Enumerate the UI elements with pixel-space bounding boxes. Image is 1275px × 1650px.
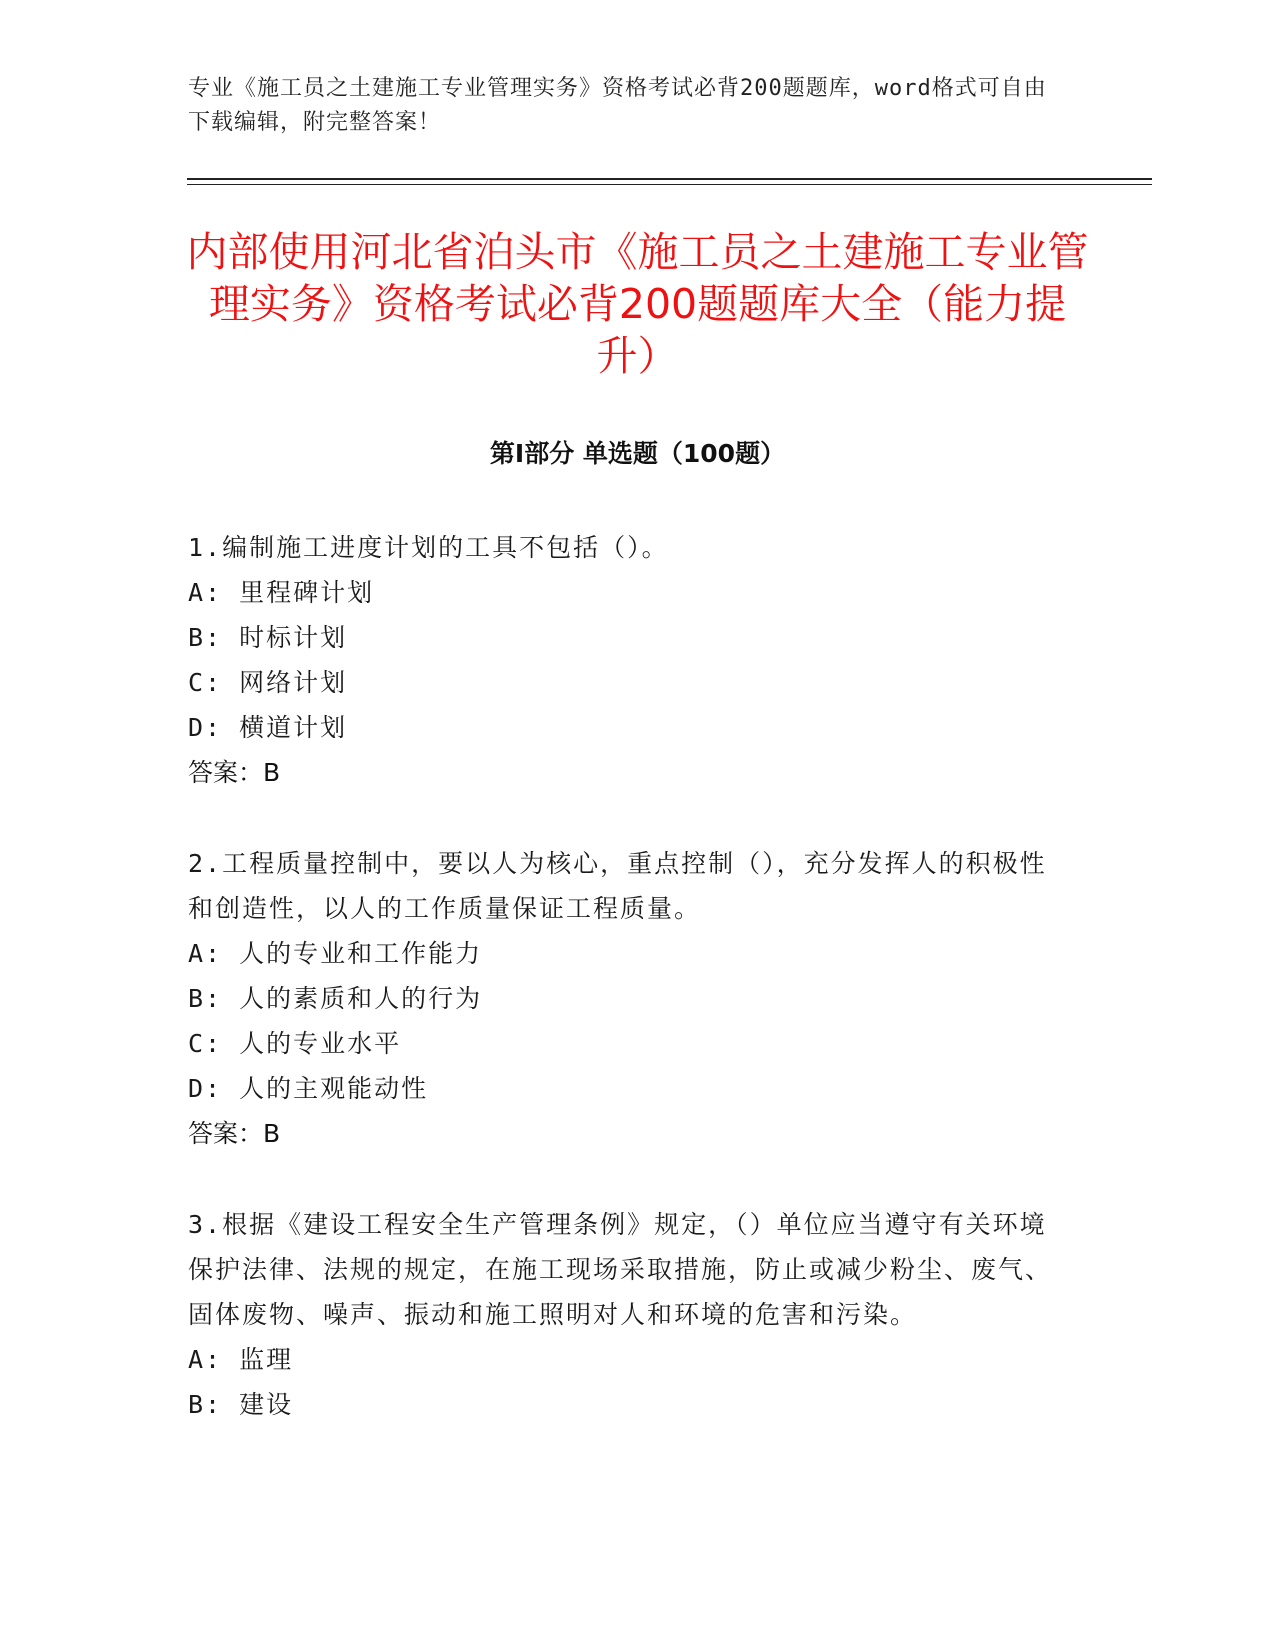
- answer: 答案：B: [188, 758, 281, 787]
- option-c: C: 人的专业水平: [188, 1029, 402, 1058]
- section-heading: 第Ⅰ部分 单选题（100题）: [489, 439, 786, 468]
- header-rule-thick: [187, 178, 1152, 180]
- option-b: B: 时标计划: [188, 623, 348, 652]
- option-c: C: 网络计划: [188, 668, 348, 697]
- option-d: D: 横道计划: [188, 713, 348, 742]
- option-b: B: 人的素质和人的行为: [188, 984, 483, 1013]
- header-note: 专业《施工员之土建施工专业管理实务》资格考试必背200题题库，word格式可自由下载编辑，附完整答案！: [188, 76, 1047, 135]
- question-stem: 2.工程质量控制中，要以人为核心，重点控制（），充分发挥人的积极性和创造性，以人的工作质量保证工程质量。: [188, 849, 1047, 923]
- header-rule-thin: [187, 184, 1152, 185]
- question-stem: 3.根据《建设工程安全生产管理条例》规定，（）单位应当遵守有关环境保护法律、法规的规定，在施工现场采取措施，防止或减少粉尘、废气、固体废物、噪声、振动和施工照明对人和环境的危害和污染。: [188, 1210, 1053, 1329]
- document-title: 内部使用河北省泊头市《施工员之土建施工专业管理实务》资格考试必背200题题库大全（能力提升）: [186, 228, 1089, 380]
- question-3: [188, 1202, 1058, 1427]
- option-d: D: 人的主观能动性: [188, 1074, 429, 1103]
- question-list: [188, 525, 1058, 1473]
- question-stem: 1.编制施工进度计划的工具不包括（）。: [188, 533, 669, 562]
- option-a: A: 监理: [188, 1345, 294, 1374]
- question-1: [188, 525, 1058, 795]
- answer: 答案：B: [188, 1119, 281, 1148]
- question-2: [188, 841, 1058, 1156]
- option-b: B: 建设: [188, 1390, 294, 1419]
- option-a: A: 人的专业和工作能力: [188, 939, 483, 968]
- option-a: A: 里程碑计划: [188, 578, 375, 607]
